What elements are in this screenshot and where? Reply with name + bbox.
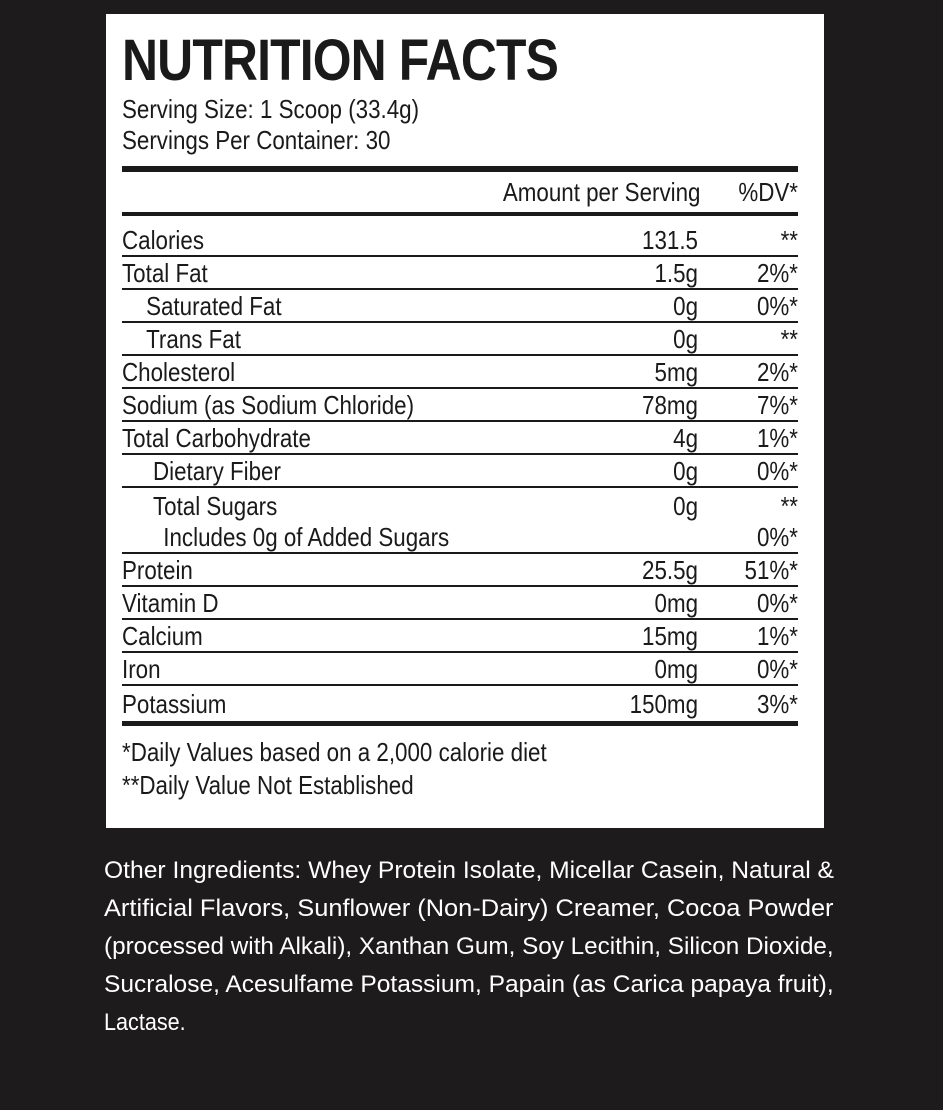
servings-per-container: Servings Per Container: 30 bbox=[122, 125, 391, 155]
nutrient-dv: 7%* bbox=[756, 390, 798, 420]
nutrient-dv: ** bbox=[780, 491, 798, 521]
footnote-not-established: **Daily Value Not Established bbox=[122, 770, 414, 800]
table-row bbox=[122, 521, 798, 554]
table-row bbox=[122, 356, 798, 389]
nutrient-amount: 0g bbox=[673, 491, 698, 521]
other-ingredients bbox=[104, 852, 834, 1042]
nutrient-dv: 3%* bbox=[756, 689, 798, 719]
nutrient-label: Protein bbox=[122, 555, 193, 585]
table-row bbox=[122, 290, 798, 323]
nutrient-label: Total Carbohydrate bbox=[122, 423, 311, 453]
nutrition-title: NUTRITION FACTS bbox=[122, 28, 559, 93]
nutrient-dv: 0%* bbox=[756, 654, 798, 684]
nutrient-amount: 25.5g bbox=[642, 555, 698, 585]
table-row bbox=[122, 587, 798, 620]
nutrient-amount: 0mg bbox=[654, 588, 698, 618]
nutrient-amount: 0g bbox=[673, 291, 698, 321]
table-header bbox=[122, 172, 798, 212]
nutrient-label: Dietary Fiber bbox=[152, 456, 281, 486]
nutrient-dv: 0%* bbox=[756, 522, 798, 552]
nutrient-amount: 150mg bbox=[629, 689, 698, 719]
nutrient-table bbox=[122, 224, 798, 719]
ingredients-line: Other Ingredients: Whey Protein Isolate, Micellar Casein, Natural & bbox=[104, 857, 834, 884]
nutrient-amount: 0g bbox=[673, 456, 698, 486]
footnotes bbox=[122, 736, 798, 802]
serving-size: Serving Size: 1 Scoop (33.4g) bbox=[122, 94, 420, 124]
nutrient-dv: 0%* bbox=[756, 588, 798, 618]
nutrient-label: Vitamin D bbox=[122, 588, 219, 618]
table-row bbox=[122, 257, 798, 290]
nutrient-label: Iron bbox=[122, 654, 161, 684]
nutrient-label: Potassium bbox=[122, 689, 227, 719]
nutrient-amount: 15mg bbox=[642, 621, 698, 651]
ingredients-line: (processed with Alkali), Xanthan Gum, Soy Lecithin, Silicon Dioxide, bbox=[104, 933, 834, 960]
nutrient-dv: 1%* bbox=[756, 423, 798, 453]
ingredients-line: Artificial Flavors, Sunflower (Non-Dairy) Creamer, Cocoa Powder bbox=[104, 895, 834, 922]
nutrition-facts-panel bbox=[106, 14, 824, 828]
table-row bbox=[122, 488, 798, 521]
nutrient-amount: 78mg bbox=[642, 390, 698, 420]
nutrient-dv: 0%* bbox=[756, 291, 798, 321]
nutrient-amount: 5mg bbox=[654, 357, 698, 387]
nutrient-amount: 131.5 bbox=[642, 225, 698, 255]
nutrient-label: Calories bbox=[122, 225, 205, 255]
table-row bbox=[122, 455, 798, 488]
nutrient-label: Includes 0g of Added Sugars bbox=[163, 522, 450, 552]
ingredients-line: Lactase. bbox=[104, 1009, 186, 1036]
header-amount-per-serving: Amount per Serving bbox=[502, 176, 701, 207]
table-row bbox=[122, 653, 798, 686]
nutrient-label: Saturated Fat bbox=[146, 291, 282, 321]
nutrient-label: Total Sugars bbox=[152, 491, 278, 521]
footnote-daily-values: *Daily Values based on a 2,000 calorie diet bbox=[122, 737, 547, 767]
nutrient-amount: 0g bbox=[673, 324, 698, 354]
table-row bbox=[122, 323, 798, 356]
table-row bbox=[122, 554, 798, 587]
nutrient-label: Total Fat bbox=[122, 258, 208, 288]
table-row bbox=[122, 686, 798, 719]
nutrient-label: Cholesterol bbox=[122, 357, 236, 387]
header-divider bbox=[122, 212, 798, 216]
header-daily-value: %DV* bbox=[738, 176, 798, 207]
nutrient-dv: 2%* bbox=[756, 258, 798, 288]
nutrient-dv: 2%* bbox=[756, 357, 798, 387]
ingredients-line: Sucralose, Acesulfame Potassium, Papain (as Carica papaya fruit), bbox=[104, 971, 834, 998]
nutrient-amount: 4g bbox=[673, 423, 698, 453]
nutrient-amount: 1.5g bbox=[654, 258, 698, 288]
nutrient-dv: 0%* bbox=[756, 456, 798, 486]
table-row bbox=[122, 422, 798, 455]
table-row bbox=[122, 389, 798, 422]
nutrient-amount: 0mg bbox=[654, 654, 698, 684]
table-row bbox=[122, 620, 798, 653]
bottom-divider bbox=[122, 721, 798, 726]
nutrient-label: Trans Fat bbox=[146, 324, 241, 354]
nutrient-dv: ** bbox=[780, 225, 798, 255]
nutrient-dv: 1%* bbox=[756, 621, 798, 651]
table-row bbox=[122, 224, 798, 257]
nutrient-dv: 51%* bbox=[744, 555, 798, 585]
nutrient-label: Sodium (as Sodium Chloride) bbox=[122, 390, 415, 420]
nutrient-dv: ** bbox=[780, 324, 798, 354]
nutrient-label: Calcium bbox=[122, 621, 203, 651]
